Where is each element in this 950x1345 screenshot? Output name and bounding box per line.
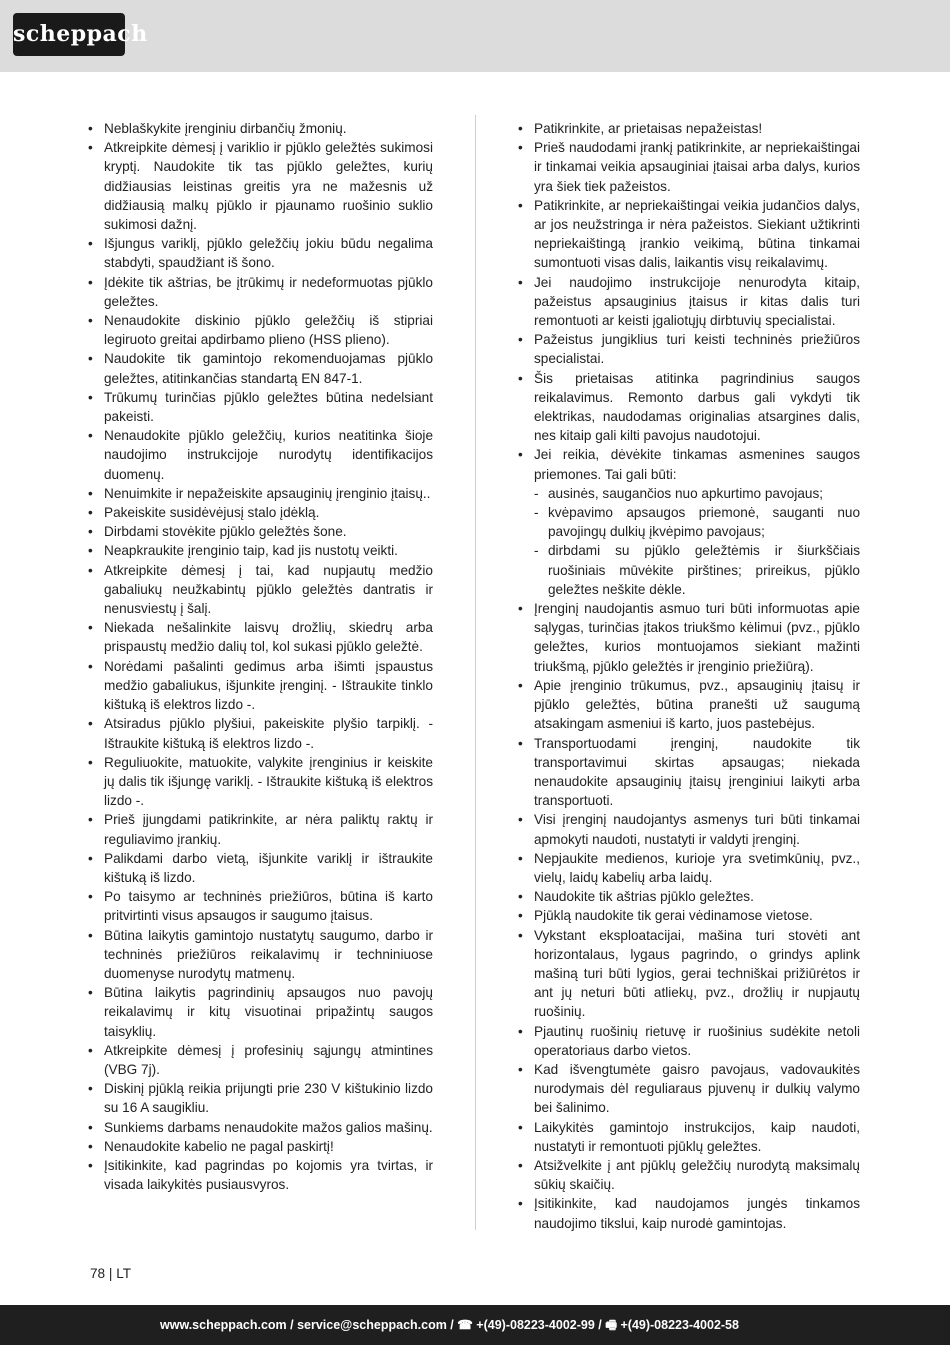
bullet-icon: • bbox=[88, 505, 93, 521]
list-item bbox=[88, 561, 433, 619]
list-item bbox=[88, 349, 433, 387]
bullet-icon: • bbox=[88, 927, 93, 943]
column-divider bbox=[475, 115, 476, 1230]
bullet-icon: • bbox=[88, 658, 93, 674]
bullet-icon: • bbox=[88, 812, 93, 828]
bullet-icon: • bbox=[518, 677, 523, 693]
bullet-icon: • bbox=[88, 1081, 93, 1097]
list-item-text: Visi įrenginį naudojantys asmenys turi būti tinkamai apmokyti naudoti, nustatyti ir valdyti įrenginį. bbox=[534, 812, 860, 847]
list-item bbox=[518, 734, 860, 811]
list-item bbox=[518, 887, 860, 906]
bullet-icon: • bbox=[518, 927, 523, 943]
page-number: 78 | LT bbox=[90, 1266, 132, 1281]
list-item bbox=[88, 983, 433, 1041]
list-item bbox=[518, 1156, 860, 1194]
bullet-icon: • bbox=[518, 1061, 523, 1077]
list-item-text: Patikrinkite, ar nepriekaištingai veikia judančios dalys, ar jos neužstringa ir nėra pažeistos. Siekiant užtikrinti nepriekaištingą įrankio veikimą, būtina tinkamai sumontuoti visas dalis, laikantis visų reikalavimų. bbox=[534, 197, 860, 271]
list-item-text: Naudokite tik aštrias pjūklo geležtes. bbox=[534, 889, 754, 905]
list-item bbox=[88, 618, 433, 656]
list-item-text: Transportuodami įrenginį, naudokite tik transportavimui skirtas apsaugas; niekada nenaudokite apsauginių įtaisų įrenginiui laikyti arba transportuoti. bbox=[534, 735, 860, 809]
page-footer bbox=[0, 1305, 950, 1345]
list-item bbox=[518, 676, 860, 734]
bullet-icon: • bbox=[88, 351, 93, 367]
list-item-text: Palikdami darbo vietą, išjunkite variklį ir ištraukite kištuką iš lizdo. bbox=[104, 850, 433, 885]
page-header bbox=[0, 0, 950, 72]
list-item-text: Prieš naudodami įrankį patikrinkite, ar nepriekaištingai ir tinkamai veikia apsauginiai įtaisai arba dalys, kurios yra šiek tiek pažeistos. bbox=[534, 140, 860, 194]
bullet-icon: • bbox=[88, 543, 93, 559]
list-item-text: Įsitikinkite, kad pagrindas po kojomis yra tvirtas, ir visada laikykitės pusiausvyros. bbox=[104, 1157, 433, 1193]
bullet-icon: • bbox=[88, 313, 93, 329]
bullet-icon: • bbox=[518, 908, 523, 924]
bullet-icon: • bbox=[518, 447, 523, 463]
list-item bbox=[88, 1137, 433, 1156]
bullet-icon: • bbox=[88, 1138, 93, 1154]
list-item bbox=[518, 599, 860, 676]
bullet-icon: • bbox=[88, 140, 93, 156]
list-item-text: Jei reikia, dėvėkite tinkamas asmenines saugos priemones. Tai gali būti: bbox=[534, 447, 860, 482]
bullet-icon: • bbox=[518, 1119, 523, 1135]
bullet-icon: • bbox=[518, 601, 523, 617]
list-item-text: Neapkraukite įrenginio taip, kad jis nustotų veikti. bbox=[104, 543, 398, 559]
list-item bbox=[88, 119, 433, 138]
list-item bbox=[534, 503, 860, 541]
list-item bbox=[88, 753, 433, 811]
list-item bbox=[518, 138, 860, 196]
list-item-text: Trūkumų turinčias pjūklo geležtes būtina nedelsiant pakeisti. bbox=[104, 389, 433, 425]
list-item bbox=[518, 810, 860, 848]
list-item-text: Po taisymo ar techninės priežiūros, būtina iš karto pritvirtinti visus apsaugos ir saugumo įtaisus. bbox=[104, 889, 433, 924]
list-item-text: Kad išvengtumėte gaisro pavojaus, vadovaukitės nurodymais dėl reguliaraus pjuvenų ir dulkių valymo bei šalinimo. bbox=[534, 1061, 860, 1116]
list-item bbox=[88, 887, 433, 925]
list-item bbox=[88, 1156, 433, 1194]
left-column-list bbox=[88, 119, 433, 1194]
ppe-sublist bbox=[534, 484, 860, 599]
bullet-icon: • bbox=[88, 889, 93, 905]
list-item bbox=[88, 311, 433, 349]
right-column-list bbox=[518, 119, 860, 1233]
list-item-text: Nenuimkite ir nepažeiskite apsauginių įrenginio įtaisų.. bbox=[104, 485, 431, 501]
bullet-icon: • bbox=[518, 850, 523, 866]
bullet-icon: • bbox=[88, 716, 93, 732]
list-item-text: Naudokite tik gamintojo rekomenduojamas pjūklo geležtes, atitinkančias standartą EN 847-1. bbox=[104, 351, 433, 386]
dash-icon: - bbox=[534, 543, 539, 559]
bullet-icon: • bbox=[88, 1157, 93, 1173]
list-item bbox=[518, 1060, 860, 1118]
bullet-icon: • bbox=[518, 121, 523, 136]
list-item bbox=[88, 138, 433, 234]
bullet-icon: • bbox=[518, 1023, 523, 1039]
list-item bbox=[518, 849, 860, 887]
bullet-icon: • bbox=[518, 1157, 523, 1173]
list-item-text: Jei naudojimo instrukcijoje nenurodyta kitaip, pažeistus apsauginius įtaisus ir kitas dalis turi remontuoti ar keisti įgaliotųjų dirbtuvių specialistai. bbox=[534, 274, 860, 329]
list-item-text: Apie įrenginio trūkumus, pvz., apsauginių įtaisų ir pjūklo geležtės, būtina pranešti už saugumą atsakingam asmeniui iš karto, juos pastebėjus. bbox=[534, 677, 860, 732]
list-item bbox=[518, 330, 860, 368]
list-item bbox=[88, 849, 433, 887]
list-item-text: Įrenginį naudojantis asmuo turi būti informuotas apie sąlygas, turinčias įtakos triukšmo kėlimui (pvz., pjūklo geležtes, kurios montuojamos siekiant mažinti triukšmą, pjūklo geležtės ir įrenginio priežiūrą). bbox=[534, 601, 860, 674]
list-item-text: Pjautinų ruošinių rietuvę ir ruošinius sudėkite netoli operatoriaus darbo vietos. bbox=[534, 1023, 860, 1058]
list-item bbox=[518, 1194, 860, 1232]
list-item-text: Diskinį pjūklą reikia prijungti prie 230 V kištukinio lizdo su 16 A saugikliu. bbox=[104, 1081, 433, 1116]
bullet-icon: • bbox=[518, 812, 523, 828]
list-item bbox=[534, 541, 860, 599]
list-item-text: Norėdami pašalinti gedimus arba išimti įspaustus medžio gabaliukus, išjunkite įrenginį. - Ištraukite tinklo kištuką iš elektros lizdo -. bbox=[104, 658, 433, 713]
list-item-text: Nenaudokite diskinio pjūklo geležčių iš stipriai legiruoto greitai apdirbamo plieno (HSS plieno). bbox=[104, 313, 433, 348]
list-item-text: Įsitikinkite, kad naudojamos jungės tinkamos naudojimo tikslui, kaip nurodė gamintojas. bbox=[534, 1196, 860, 1231]
bullet-icon: • bbox=[88, 389, 93, 405]
list-item bbox=[518, 196, 860, 273]
list-item-text: Pažeistus jungiklius turi keisti techninės priežiūros specialistai. bbox=[534, 332, 860, 367]
list-item-text: Atsižvelkite į ant pjūklų geležčių nurodytą maksimalų sūkių skaičių. bbox=[534, 1157, 860, 1193]
list-item bbox=[88, 522, 433, 541]
list-item bbox=[518, 119, 860, 138]
bullet-icon: • bbox=[88, 754, 93, 770]
list-item-text: Nepjaukite medienos, kurioje yra svetimkūnių, pvz., vielų, laidų kabelių arba laidų. bbox=[534, 850, 860, 885]
list-item-text: Atkreipkite dėmesį į variklio ir pjūklo geležtės sukimosi kryptį. Naudokite tik tas pjūklo geležtes, kurių didžiausias leistinas greitis yra ne mažesnis už didžiausią malkų pjūklo ir pjaunamo ruošinio suklio sukimosi dažnį. bbox=[104, 140, 433, 233]
list-item-text: Niekada nešalinkite laisvų drožlių, skiedrų arba prispaustų medžio dalių tol, kol sukasi pjūklo geležtė. bbox=[104, 620, 433, 655]
list-item-text: Patikrinkite, ar prietaisas nepažeistas! bbox=[534, 121, 763, 136]
list-item-text: Reguliuokite, matuokite, valykite įrenginius ir keiskite jų dalis tik išjungę variklį. - Ištraukite kištuką iš elektros lizdo -. bbox=[104, 754, 433, 809]
list-item bbox=[88, 234, 433, 272]
list-item bbox=[88, 426, 433, 484]
list-item-text: Sunkiems darbams nenaudokite mažos galios mašinų. bbox=[104, 1119, 433, 1135]
list-item-ppe bbox=[518, 445, 860, 599]
bullet-icon: • bbox=[88, 121, 93, 136]
dash-icon: - bbox=[534, 485, 539, 501]
list-item bbox=[518, 906, 860, 925]
bullet-icon: • bbox=[88, 1119, 93, 1135]
bullet-icon: • bbox=[88, 274, 93, 290]
list-item-text: kvėpavimo apsaugos priemonė, sauganti nuo pavojingų dulkių įkvėpimo pavojaus; bbox=[548, 505, 860, 540]
list-item bbox=[88, 657, 433, 715]
bullet-icon: • bbox=[518, 889, 523, 905]
list-item-text: Neblaškykite įrenginiu dirbančių žmonių. bbox=[104, 121, 347, 136]
list-item bbox=[88, 810, 433, 848]
list-item bbox=[88, 273, 433, 311]
list-item bbox=[88, 714, 433, 752]
list-item bbox=[518, 1022, 860, 1060]
list-item-text: Šis prietaisas atitinka pagrindinius saugos reikalavimus. Remonto darbus gali vykdyti tik elektrikas, naudodamas originalias atsargines dalis, nes kitaip gali kilti pavojus naudotojui. bbox=[534, 370, 860, 444]
bullet-icon: • bbox=[518, 1196, 523, 1212]
list-item-text: Išjungus variklį, pjūklo geležčių jokiu būdu negalima stabdyti, spaudžiant iš šono. bbox=[104, 236, 433, 271]
bullet-icon: • bbox=[88, 236, 93, 252]
bullet-icon: • bbox=[88, 485, 93, 501]
bullet-icon: • bbox=[518, 735, 523, 751]
list-item-text: Atkreipkite dėmesį į profesinių sąjungų atmintines (VBG 7j). bbox=[104, 1042, 433, 1077]
list-item bbox=[518, 369, 860, 446]
bullet-icon: • bbox=[88, 985, 93, 1001]
list-item-text: Vykstant eksploatacijai, mašina turi stovėti ant horizontalaus, lygaus pagrindo, o grindys aplink mašiną turi būti lygios, gerai techniškai prižiūrėtos ir ant jų neturi būti atliekų, pvz., drožlių ir nupjautų ruošinių. bbox=[534, 927, 860, 1020]
dash-icon: - bbox=[534, 505, 539, 521]
list-item bbox=[88, 484, 433, 503]
list-item bbox=[534, 484, 860, 503]
bullet-icon: • bbox=[518, 140, 523, 156]
list-item-text: Būtina laikytis pagrindinių apsaugos nuo pavojų reikalavimų ir kitų visuotinai pripažintų saugos taisyklių. bbox=[104, 985, 433, 1039]
list-item bbox=[88, 1041, 433, 1079]
bullet-icon: • bbox=[88, 524, 93, 540]
list-item-text: ausinės, saugančios nuo apkurtimo pavojaus; bbox=[548, 485, 824, 501]
brand-logo: scheppach bbox=[13, 13, 125, 56]
bullet-icon: • bbox=[88, 428, 93, 444]
footer-contact: www.scheppach.com / service@scheppach.com / ☎ +(49)-08223-4002-99 / 🖷 +(49)-08223-4002-58 bbox=[160, 1318, 739, 1332]
list-item-text: Pakeiskite susidėvėjusį stalo įdėklą. bbox=[104, 505, 320, 521]
list-item-text: Pjūklą naudokite tik gerai vėdinamose vietose. bbox=[534, 908, 813, 924]
list-item bbox=[88, 541, 433, 560]
list-item-text: Atkreipkite dėmesį į tai, kad nupjautų medžio gabaliukų neužkabintų pjūklo geležtės dantratis ir nenusviestų į šalį. bbox=[104, 562, 433, 617]
list-item bbox=[88, 388, 433, 426]
bullet-icon: • bbox=[88, 850, 93, 866]
list-item-text: Nenaudokite pjūklo geležčių, kurios neatitinka šioje naudojimo instrukcijoje nurodytų identifikacijos duomenų. bbox=[104, 428, 433, 482]
bullet-icon: • bbox=[518, 370, 523, 386]
list-item-text: Įdėkite tik aštrias, be įtrūkimų ir nedeformuotas pjūklo geležtes. bbox=[104, 274, 433, 309]
bullet-icon: • bbox=[88, 620, 93, 636]
list-item-text: Laikykitės gamintojo instrukcijos, kaip naudoti, nustatyti ir remontuoti pjūklų geležtes. bbox=[534, 1119, 860, 1154]
list-item-text: Atsiradus pjūklo plyšiui, pakeiskite plyšio tarpiklį. - Ištraukite kištuką iš elektros lizdo -. bbox=[104, 716, 433, 751]
bullet-icon: • bbox=[88, 1042, 93, 1058]
list-item-text: Nenaudokite kabelio ne pagal paskirtį! bbox=[104, 1138, 334, 1154]
list-item bbox=[88, 926, 433, 984]
list-item bbox=[518, 926, 860, 1022]
bullet-icon: • bbox=[518, 274, 523, 290]
list-item-text: Būtina laikytis gamintojo nustatytų saugumo, darbo ir techninės priežiūros reikalavimų ir techniniuose duomenyse nurodytų matmenų. bbox=[104, 927, 433, 981]
list-item-text: Dirbdami stovėkite pjūklo geležtės šone. bbox=[104, 524, 347, 540]
bullet-icon: • bbox=[88, 562, 93, 578]
list-item bbox=[88, 1118, 433, 1137]
bullet-icon: • bbox=[518, 332, 523, 348]
list-item bbox=[88, 1079, 433, 1117]
list-item-text: dirbdami su pjūklo geležtėmis ir šiurkščiais ruošiniais mūvėkite pirštines; prireikus, pjūklo geležtes neškite dėkle. bbox=[548, 543, 860, 597]
list-item-text: Prieš įjungdami patikrinkite, ar nėra paliktų raktų ir reguliavimo įrankių. bbox=[104, 812, 433, 847]
bullet-icon: • bbox=[518, 197, 523, 213]
list-item bbox=[518, 1118, 860, 1156]
list-item bbox=[518, 273, 860, 331]
list-item bbox=[88, 503, 433, 522]
